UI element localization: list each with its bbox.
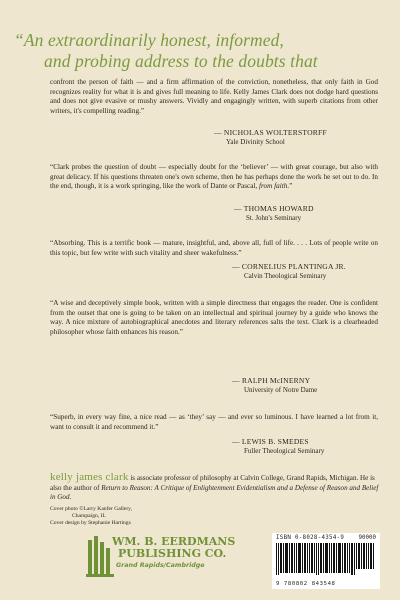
author-bio bbox=[50, 473, 380, 503]
barcode-digits: 9 780802 843548 bbox=[276, 581, 336, 587]
attribution-howard bbox=[234, 204, 314, 224]
publisher-logo bbox=[86, 532, 236, 580]
attribution-name: — NICHOLAS WOLTERSTORFF bbox=[214, 128, 327, 137]
bio-tail: . bbox=[69, 493, 72, 502]
attribution-plantinga bbox=[232, 262, 346, 282]
publisher-name-line-1: WM. B. EERDMANS bbox=[112, 535, 236, 548]
barcode bbox=[272, 533, 380, 589]
attribution-institution: University of Notre Dame bbox=[244, 386, 318, 394]
bio-text: is associate professor of philosophy at Calvin College, Grand Rapids, Michigan. He is also the author of bbox=[50, 474, 375, 492]
credit-location: Champaign, IL bbox=[72, 513, 106, 520]
author-name: kelly james clark bbox=[50, 471, 129, 483]
quote-text: “Superb, in every way fine, a nice read — as ‘they’ say — and ever so luminous. I have learned a lot from it, want to consult it and recommend it.” bbox=[50, 413, 378, 431]
credit-photo: Cover photo ©Larry Kanfer Gallery, bbox=[50, 506, 133, 512]
headline-line-1: “An extraordinarily honest, informed, bbox=[14, 30, 284, 50]
quote-emphasis: from faith bbox=[259, 182, 288, 191]
attribution-name: — RALPH McINERNY bbox=[232, 376, 311, 385]
quote-text: “A wise and deceptively simple book, written with a simple directness that engages the reader. One is confident from the outset that one is going to be taken on an intellectual and spiritual journey by a guide who knows the way. A nice mixture of autobiographical anecdotes and literary references salts the text. Clark is a clearheaded philosopher whose faith enhances his reason.” bbox=[50, 299, 378, 336]
quote-text: “Clark probes the question of doubt — especially doubt for the ‘believer’ — with great courage, but also with great delicacy. If his questions threaten one's own scheme, then he has perhaps done the work he set out to do. In the end, though, it is a work springing, like the work of Dante or Pascal, bbox=[50, 163, 378, 191]
credit-design: Cover design by Stephanie Hartings bbox=[50, 520, 131, 527]
cover-credits bbox=[50, 506, 190, 528]
headline-line-2: and probing address to the doubts that bbox=[44, 51, 318, 71]
attribution-name: — LEWIS B. SMEDES bbox=[232, 437, 309, 446]
attribution-smedes bbox=[232, 437, 324, 457]
quote-plantinga bbox=[50, 239, 378, 258]
quote-text: confront the person of faith — and a firm affirmation of the conviction, nonetheless, that only faith in God recognizes reality for what it is and gives full meaning to life. Kelly James Clark does not dodge hard questions and does not give evasive or mushy answers. Vividly and engagingly written, with superb citations from other writers, it's compelling reading.” bbox=[50, 78, 378, 115]
publisher-place: Grand Rapids/Cambridge bbox=[116, 562, 205, 569]
quote-tail: .” bbox=[287, 182, 293, 191]
price-code: 90000 bbox=[358, 535, 376, 541]
quote-wolterstorff bbox=[50, 78, 378, 116]
attribution-institution: Calvin Theological Seminary bbox=[244, 272, 327, 280]
attribution-name: — THOMAS HOWARD bbox=[234, 204, 314, 213]
quote-text: “Absorbing. This is a terrific book — mature, insightful, and, above all, full of life. . . . Lots of people write on this topic, but few write with such vitality and sheer wakefulness.” bbox=[50, 239, 378, 257]
isbn-number: ISBN 0-8028-4354-9 bbox=[276, 535, 345, 541]
quote-mcinerny bbox=[50, 299, 378, 337]
attribution-institution: Yale Divinity School bbox=[226, 138, 285, 146]
quote-howard bbox=[50, 163, 378, 192]
publisher-name-line-2: PUBLISHING CO. bbox=[118, 547, 227, 560]
attribution-wolterstorff bbox=[214, 128, 327, 148]
attribution-name: — CORNELIUS PLANTINGA JR. bbox=[232, 262, 346, 271]
headline-quote bbox=[14, 30, 390, 72]
attribution-institution: St. John's Seminary bbox=[246, 214, 302, 222]
attribution-mcinerny bbox=[232, 376, 317, 396]
bio-book-title: Return to Reason: A Critique of Enlightenment Evidentialism and a Defense of Reason and Belief in God bbox=[50, 483, 379, 502]
attribution-institution: Fuller Theological Seminary bbox=[244, 447, 325, 455]
barcode-bars-icon bbox=[276, 543, 376, 579]
quote-smedes bbox=[50, 413, 378, 432]
